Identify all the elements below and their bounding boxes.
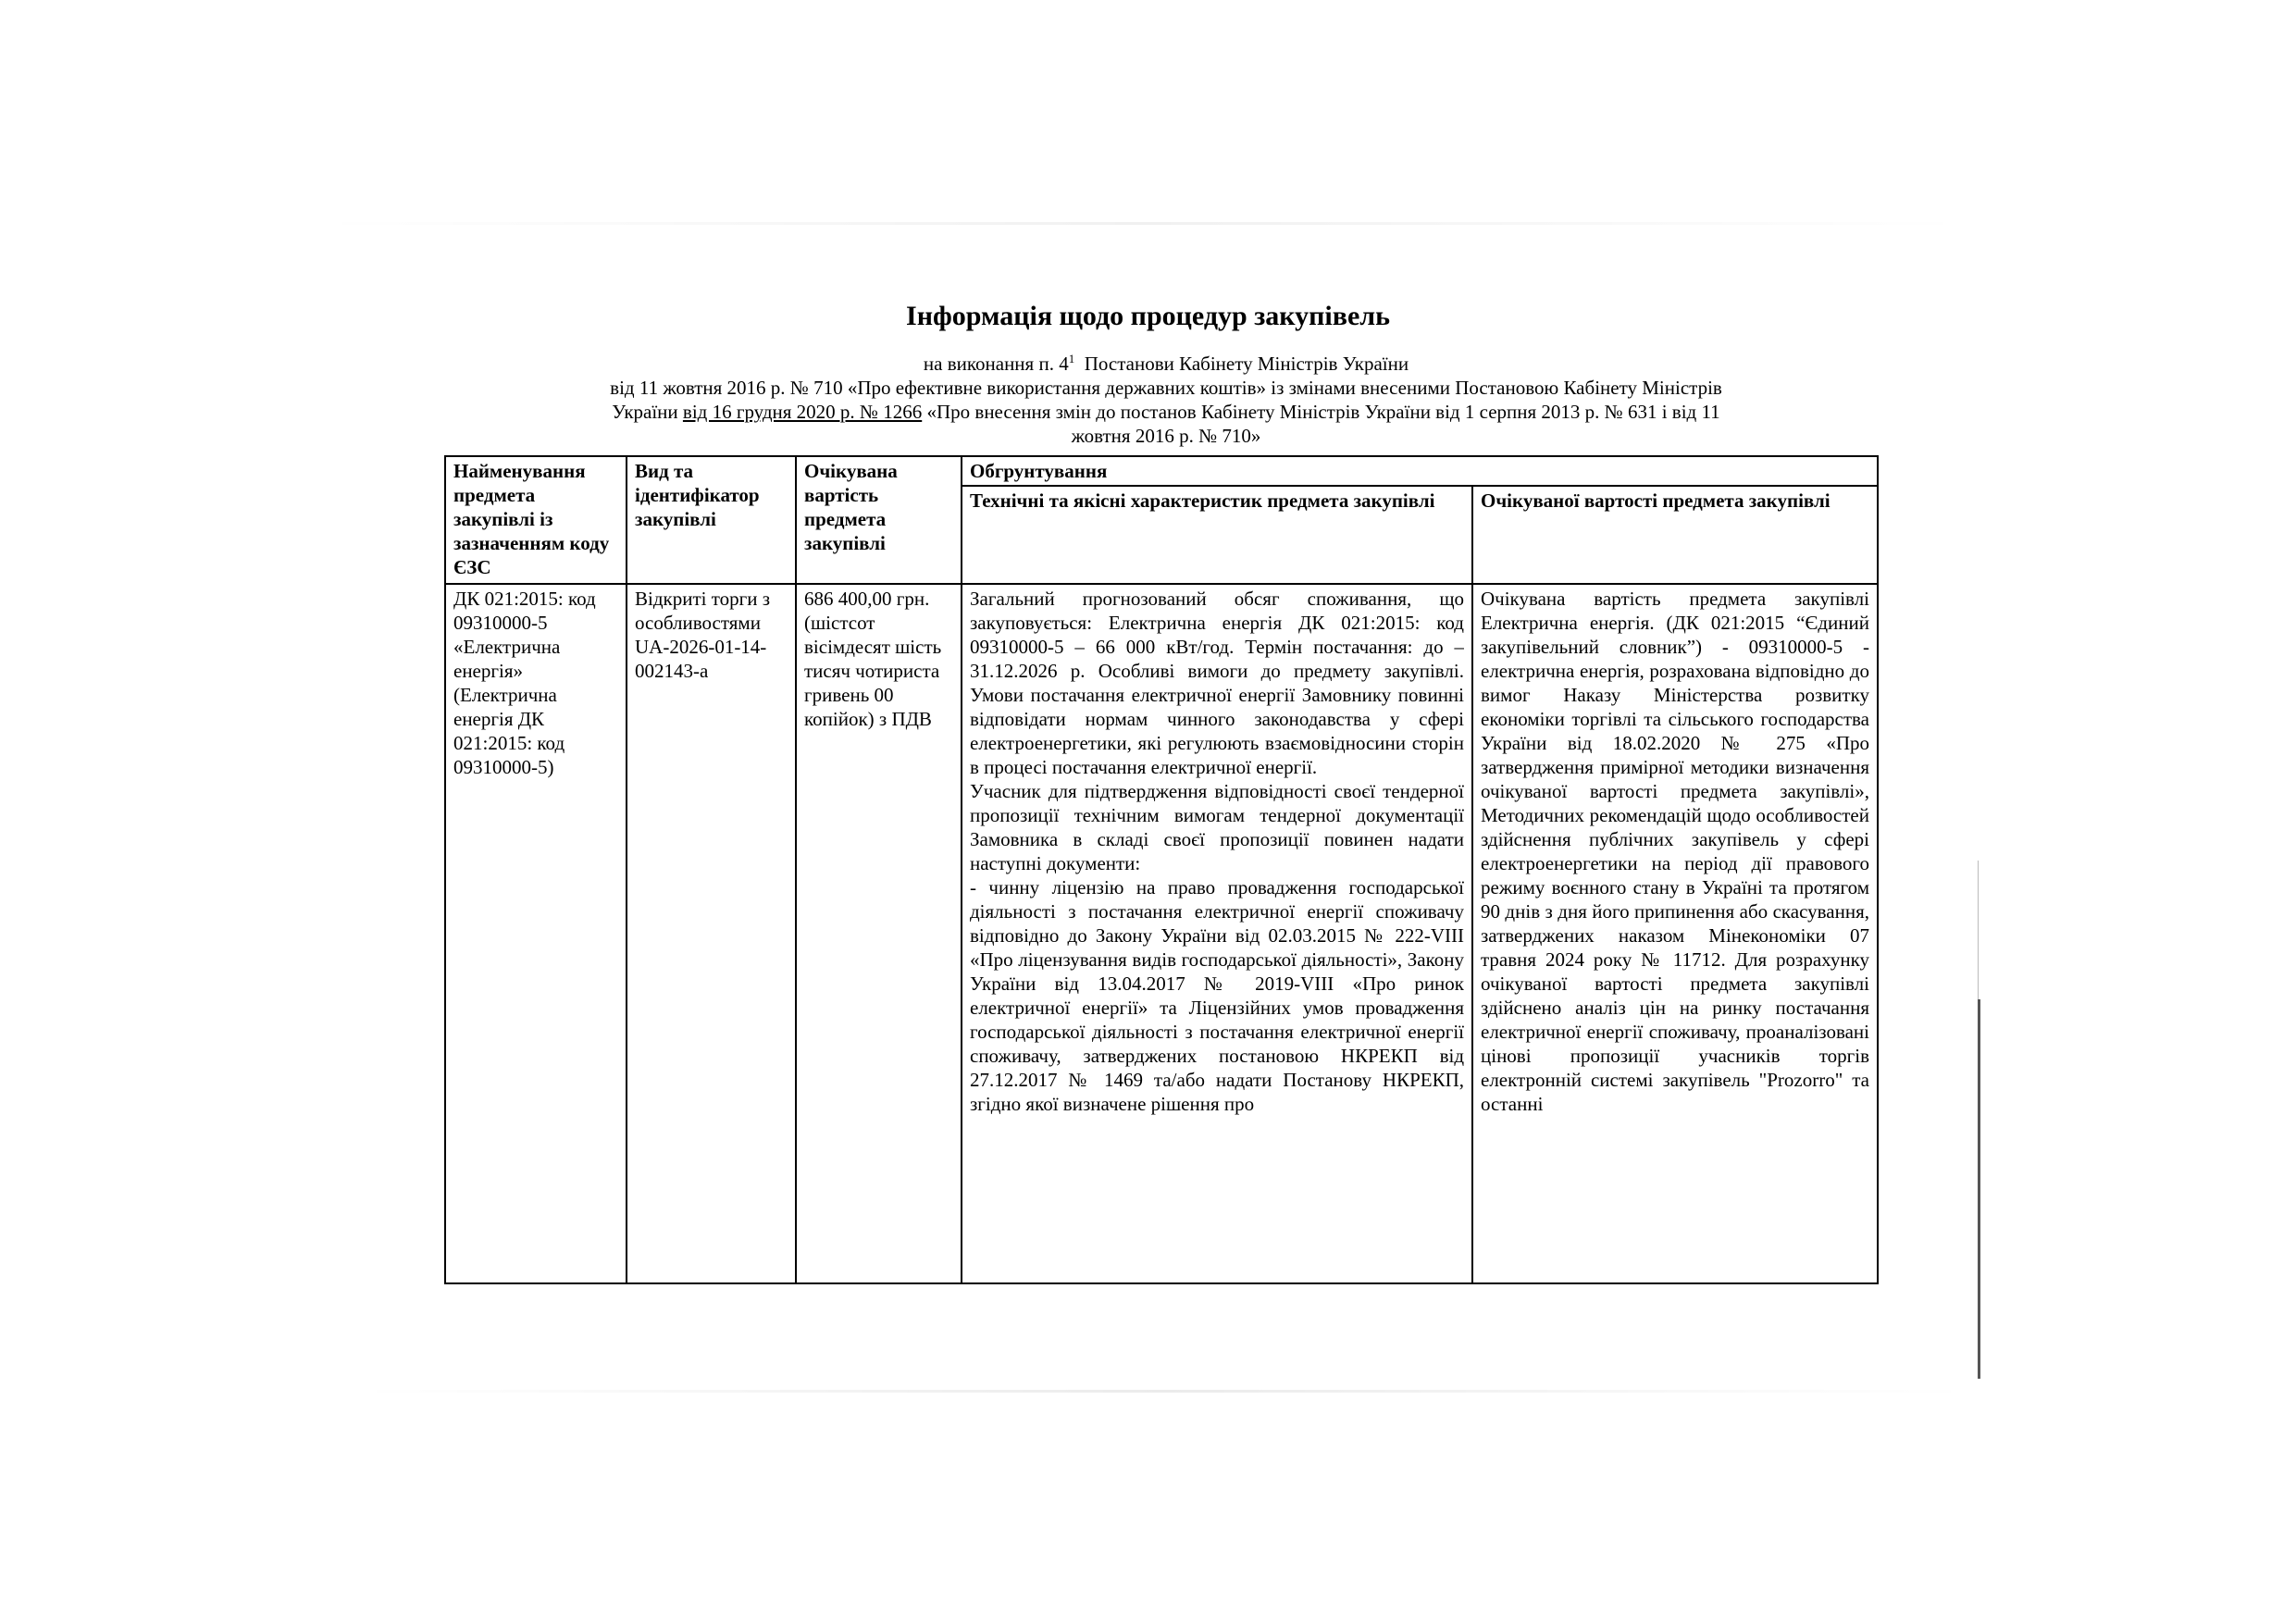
- cell-technical: [962, 584, 1472, 1283]
- cell-value-justification: Очікувана вартість предмета закупівлі Електрична енергія. (ДК 021:2015 “Єдиний закупівельний словник”) - 09310000-5 - електрична енергія, розрахована відповідно до вимог Наказу Міністерства розвитку економіки торгівлі та сільського господарства України від 18.02.2020 № 275 «Про затвердження примірної методики визначення очікуваної вартості предмета закупівлі», Методичних рекомендацій щодо особливостей здійснення публічних закупівель у сфері електроенергетики на період дії правового режиму воєнного стану в Україні та протягом 90 днів з дня його припинення або скасування, затверджених наказом Мінекономіки 07 травня 2024 року № 11712. Для розрахунку очікуваної вартості предмета закупівлі здійснено аналіз цін на ринку постачання електричної енергії споживачу, проаналізовані цінові пропозиції учасників торгів електронній системі закупівель "Prozorro" та останні: [1472, 584, 1878, 1283]
- subtitle-line-2: від 11 жовтня 2016 р. № 710 «Про ефективне використання державних коштів» із змінами внесеними Постановою Кабінету Міністрів: [610, 377, 1722, 399]
- cell-procurement-type: Відкриті торги з особливостями UA-2026-01-14-002143-a: [627, 584, 796, 1283]
- header-expected-value: Очікувана вартість предмета закупівлі: [796, 456, 962, 584]
- page-shadow-top: [315, 222, 1971, 225]
- subtitle-line-3: України від 16 грудня 2020 р. № 1266 «Про внесення змін до постанов Кабінету Міністрів України від 1 серпня 2013 р. № 631 і від 11: [612, 401, 1720, 423]
- header-value-justification: Очікуваної вартості предмета закупівлі: [1472, 486, 1878, 584]
- header-row-1: [445, 456, 1878, 486]
- page-edge-faint: [1978, 861, 1979, 999]
- technical-paragraph-2: Учасник для підтвердження відповідності своєї тендерної пропозиції технічним вимогам тендерної документації Замовника в складі своєї пропозиції повинен надати наступні документи:: [970, 780, 1464, 874]
- header-item-name: Найменування предмета закупівлі із зазначенням коду ЄЗС: [445, 456, 627, 584]
- header-justification: Обгрунтування: [962, 456, 1878, 486]
- technical-paragraph-1: Загальний прогнозований обсяг споживання, що закуповується: Електрична енергія ДК 021:2015: код 09310000-5 – 66 000 кВт/год. Термін постачання: до – 31.12.2026 р. Особливі вимоги до предмету закупівлі. Умови постачання електричної енергії Замовнику повинні відповідати нормам чинного законодавства у сфері електроенергетики, які регулюють взаємовідносини сторін в процесі постачання електричної енергії.: [970, 588, 1464, 778]
- cell-expected-value: 686 400,00 грн. (шістсот вісімдесят шість тисяч чотириста гривень 00 копійок) з ПДВ: [796, 584, 962, 1283]
- subtitle-line-4: жовтня 2016 р. № 710»: [1071, 425, 1261, 447]
- document-title: Інформація щодо процедур закупівель: [906, 301, 1390, 331]
- table-row: [445, 584, 1878, 1283]
- cell-item-name: ДК 021:2015: код 09310000-5 «Електрична енергія» (Електрична енергія ДК 021:2015: код 09310000-5): [445, 584, 627, 1283]
- decree-reference: від 16 грудня 2020 р. № 1266: [682, 401, 923, 423]
- subtitle-line-1: на виконання п. $4^1$ Постанови Кабінету Міністрів України: [923, 352, 1409, 375]
- technical-paragraph-3: - чинну ліцензію на право провадження господарської діяльності з постачання електричної енергії споживачу відповідно до Закону України від 02.03.2015 № 222-VIII «Про ліцензування видів господарської діяльності», Закону України від 13.04.2017 № 2019-VIII «Про ринок електричної енергії» та Ліцензійних умов провадження господарської діяльності з постачання електричної енергії споживачу, затверджених постановою НКРЕКП від 27.12.2017 № 1469 та/або надати Постанову НКРЕКП, згідно якої визначене рішення про: [970, 876, 1464, 1115]
- document-subtitle: [490, 347, 1842, 448]
- header-procurement-type: Вид та ідентифікатор закупівлі: [627, 456, 796, 584]
- procurement-table: [444, 455, 1879, 1284]
- header-technical: Технічні та якісні характеристик предмета закупівлі: [962, 486, 1472, 584]
- page-shadow-bottom: [356, 1390, 1971, 1393]
- page-edge: [1978, 999, 1980, 1379]
